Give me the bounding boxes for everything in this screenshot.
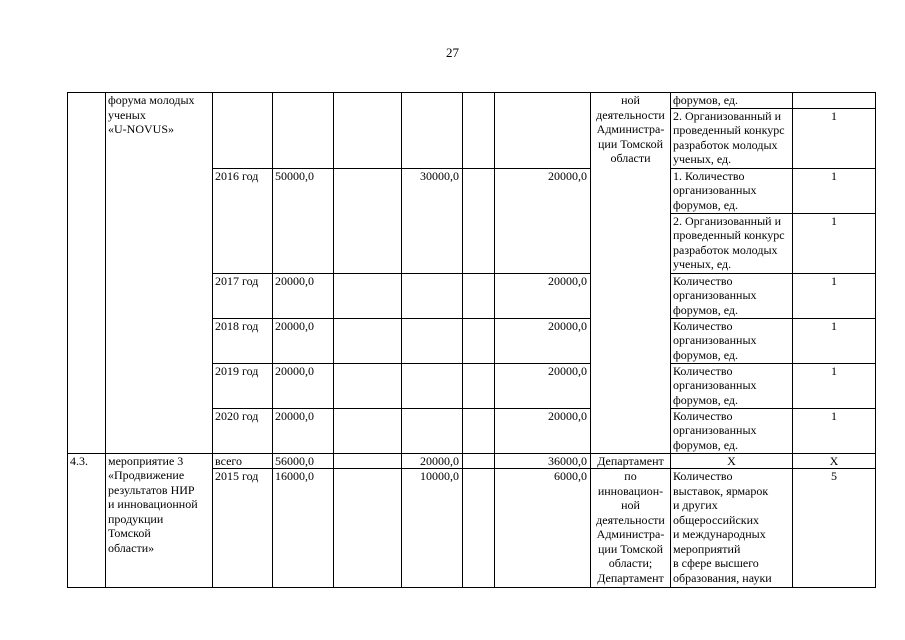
local-budget-cell [463, 318, 495, 363]
federal-budget-cell [334, 273, 402, 318]
local-budget-cell [463, 273, 495, 318]
indicator-name-cell: Количество выставок, ярмарок и других общероссийских и международных мероприятий в сфере высшего образования, науки [671, 469, 793, 588]
federal-budget-cell [334, 168, 402, 273]
indicator-value-cell: Х [793, 453, 876, 469]
indicator-name-cell: Количество организованных форумов, ед. [671, 318, 793, 363]
regional-budget-cell: 30000,0 [402, 168, 463, 273]
total-cell: 16000,0 [273, 469, 334, 588]
year-cell: 2017 год [213, 273, 273, 318]
other-sources-cell: 20000,0 [495, 318, 591, 363]
indicator-value-cell: 5 [793, 469, 876, 588]
regional-budget-cell [402, 363, 463, 408]
indicator-name-cell: Количество организованных форумов, ед. [671, 273, 793, 318]
executor-cell: Департамент [591, 453, 671, 469]
federal-budget-cell [334, 318, 402, 363]
page-number: 27 [446, 45, 459, 60]
indicator-name-cell: форумов, ед. [671, 93, 793, 109]
activity-name-cell: форума молодых ученых «U-NOVUS» [106, 93, 213, 454]
indicator-value-cell: 1 [793, 108, 876, 168]
indicator-name-cell: Количество организованных форумов, ед. [671, 363, 793, 408]
other-sources-cell: 20000,0 [495, 168, 591, 273]
local-budget-cell [463, 469, 495, 588]
year-cell: 2015 год [213, 469, 273, 588]
total-cell: 56000,0 [273, 453, 334, 469]
year-cell: 2018 год [213, 318, 273, 363]
local-budget-cell [463, 93, 495, 169]
indicator-name-cell: 2. Организованный и проведенный конкурс разработок молодых ученых, ед. [671, 213, 793, 273]
indicator-value-cell [793, 93, 876, 109]
other-sources-cell: 36000,0 [495, 453, 591, 469]
year-cell: всего [213, 453, 273, 469]
regional-budget-cell [402, 408, 463, 453]
federal-budget-cell [334, 453, 402, 469]
indicator-value-cell: 1 [793, 318, 876, 363]
total-cell: 20000,0 [273, 318, 334, 363]
indicator-name-cell: 1. Количество организованных форумов, ед. [671, 168, 793, 213]
total-cell [273, 93, 334, 169]
total-cell: 20000,0 [273, 408, 334, 453]
regional-budget-cell [402, 273, 463, 318]
other-sources-cell: 20000,0 [495, 363, 591, 408]
local-budget-cell [463, 168, 495, 273]
indicator-value-cell: 1 [793, 213, 876, 273]
program-table [67, 92, 876, 588]
item-number-cell [68, 93, 106, 454]
other-sources-cell: 20000,0 [495, 408, 591, 453]
federal-budget-cell [334, 363, 402, 408]
executor-cell: по инновацион- ной деятельности Администра- ции Томской области; Департамент [591, 469, 671, 588]
regional-budget-cell: 10000,0 [402, 469, 463, 588]
indicator-value-cell: 1 [793, 408, 876, 453]
year-cell: 2019 год [213, 363, 273, 408]
year-cell: 2020 год [213, 408, 273, 453]
local-budget-cell [463, 363, 495, 408]
item-number-cell: 4.3. [68, 453, 106, 588]
federal-budget-cell [334, 93, 402, 169]
other-sources-cell: 6000,0 [495, 469, 591, 588]
total-cell: 20000,0 [273, 273, 334, 318]
total-cell: 20000,0 [273, 363, 334, 408]
indicator-name-cell: Количество организованных форумов, ед. [671, 408, 793, 453]
other-sources-cell [495, 93, 591, 169]
regional-budget-cell: 20000,0 [402, 453, 463, 469]
table-row [68, 453, 876, 469]
local-budget-cell [463, 408, 495, 453]
total-cell: 50000,0 [273, 168, 334, 273]
federal-budget-cell [334, 469, 402, 588]
executor-cell: ной деятельности Администра- ции Томской области [591, 93, 671, 454]
table-row [68, 93, 876, 109]
year-cell [213, 93, 273, 169]
indicator-value-cell: 1 [793, 168, 876, 213]
regional-budget-cell [402, 93, 463, 169]
federal-budget-cell [334, 408, 402, 453]
activity-name-cell: мероприятие 3 «Продвижение результатов НИР и инновационной продукции Томской области» [106, 453, 213, 588]
indicator-value-cell: 1 [793, 273, 876, 318]
regional-budget-cell [402, 318, 463, 363]
year-cell: 2016 год [213, 168, 273, 273]
indicator-value-cell: 1 [793, 363, 876, 408]
indicator-name-cell: Х [671, 453, 793, 469]
local-budget-cell [463, 453, 495, 469]
indicator-name-cell: 2. Организованный и проведенный конкурс разработок молодых ученых, ед. [671, 108, 793, 168]
other-sources-cell: 20000,0 [495, 273, 591, 318]
